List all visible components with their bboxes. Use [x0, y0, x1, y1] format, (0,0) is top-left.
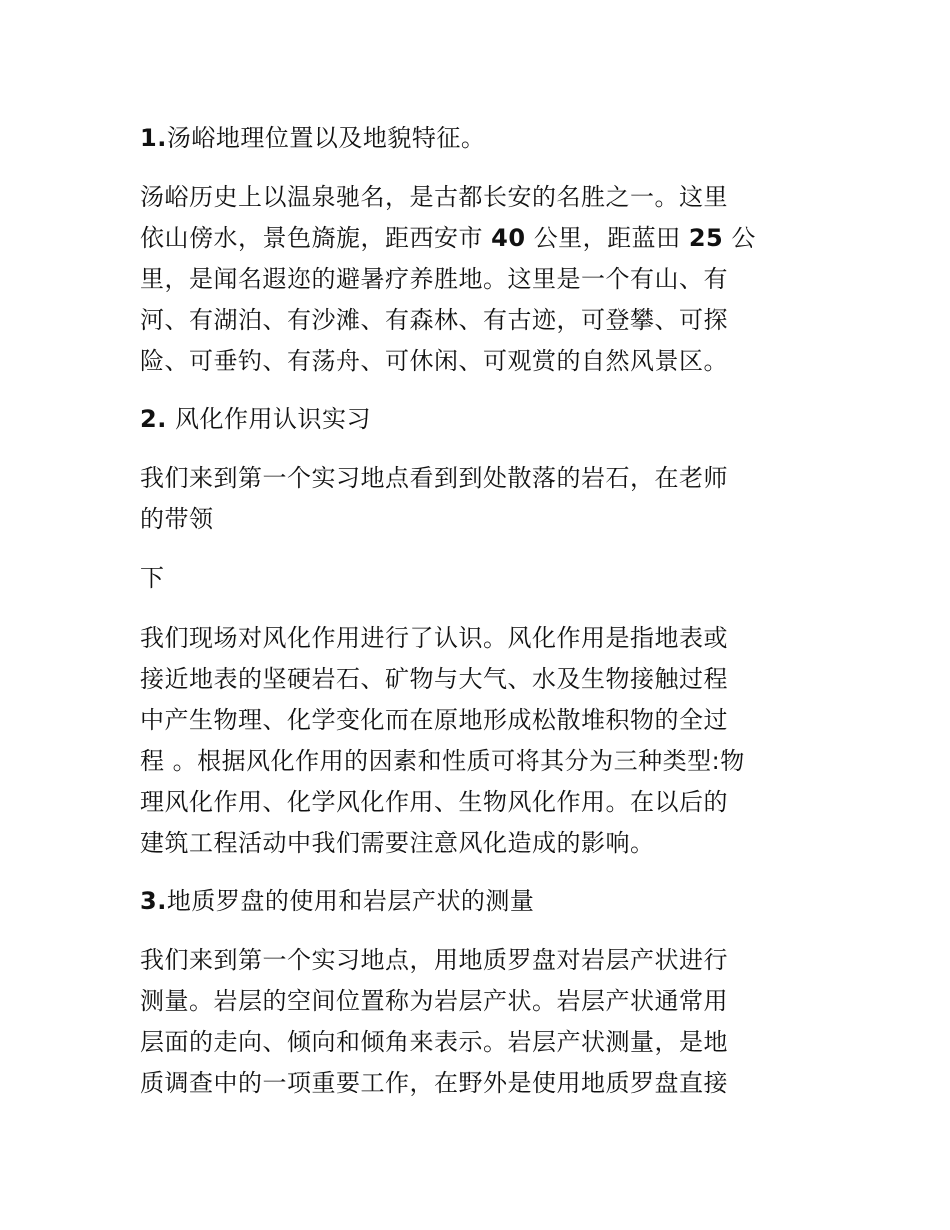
paragraph-line: 测量。岩层的空间位置称为岩层产状。岩层产状通常用 [140, 987, 728, 1015]
paragraph-line: 接近地表的坚硬岩石、矿物与大气、水及生物接触过程 [140, 665, 728, 693]
paragraph-line: 的带领 [140, 505, 214, 533]
text-run: 依山傍水，景色旖旎，距西安市 [140, 224, 483, 252]
paragraph-line: 层面的走向、倾向和倾角来表示。岩层产状测量，是地 [140, 1028, 728, 1056]
distance-xian-number: 40 [491, 224, 526, 252]
section-1-heading [140, 118, 485, 158]
paragraph-line: 质调查中的一项重要工作，在野外是使用地质罗盘直接 [140, 1069, 728, 1097]
section-2-heading [140, 399, 371, 439]
paragraph-line: 险、可垂钓、有荡舟、可休闲、可观赏的自然风景区。 [140, 347, 728, 375]
text-run: 公 [731, 224, 756, 252]
distance-lantian-number: 25 [688, 224, 724, 252]
paragraph-line: 程 。根据风化作用的因素和性质可将其分为三种类型:物 [140, 747, 745, 775]
text-run: 公里，距蓝田 [533, 224, 681, 252]
section-2-title: 风化作用认识实习 [166, 405, 371, 433]
paragraph-line [140, 218, 756, 258]
paragraph-line: 中产生物理、化学变化而在原地形成松散堆积物的全过 [140, 706, 728, 734]
paragraph-line: 建筑工程活动中我们需要注意风化造成的影响。 [140, 829, 655, 857]
paragraph-line: 下 [140, 564, 165, 592]
paragraph-line: 汤峪历史上以温泉驰名，是古都长安的名胜之一。这里 [140, 183, 728, 211]
paragraph-line: 里，是闻名遐迩的避暑疗养胜地。这里是一个有山、有 [140, 265, 728, 293]
section-2-number: 2. [140, 405, 167, 433]
paragraph-line: 河、有湖泊、有沙滩、有森林、有古迹，可登攀、可探 [140, 306, 728, 334]
section-3-title: 地质罗盘的使用和岩层产状的测量 [166, 887, 535, 915]
section-3-heading [140, 881, 534, 921]
paragraph-line: 我们来到第一个实习地点，用地质罗盘对岩层产状进行 [140, 946, 728, 974]
section-3-number: 3. [140, 887, 167, 915]
paragraph-line: 我们来到第一个实习地点看到到处散落的岩石，在老师 [140, 464, 728, 492]
paragraph-line: 理风化作用、化学风化作用、生物风化作用。在以后的 [140, 788, 728, 816]
section-1-title: 汤峪地理位置以及地貌特征。 [166, 124, 486, 152]
paragraph-line: 我们现场对风化作用进行了认识。风化作用是指地表或 [140, 624, 728, 652]
section-1-number: 1. [140, 124, 167, 152]
